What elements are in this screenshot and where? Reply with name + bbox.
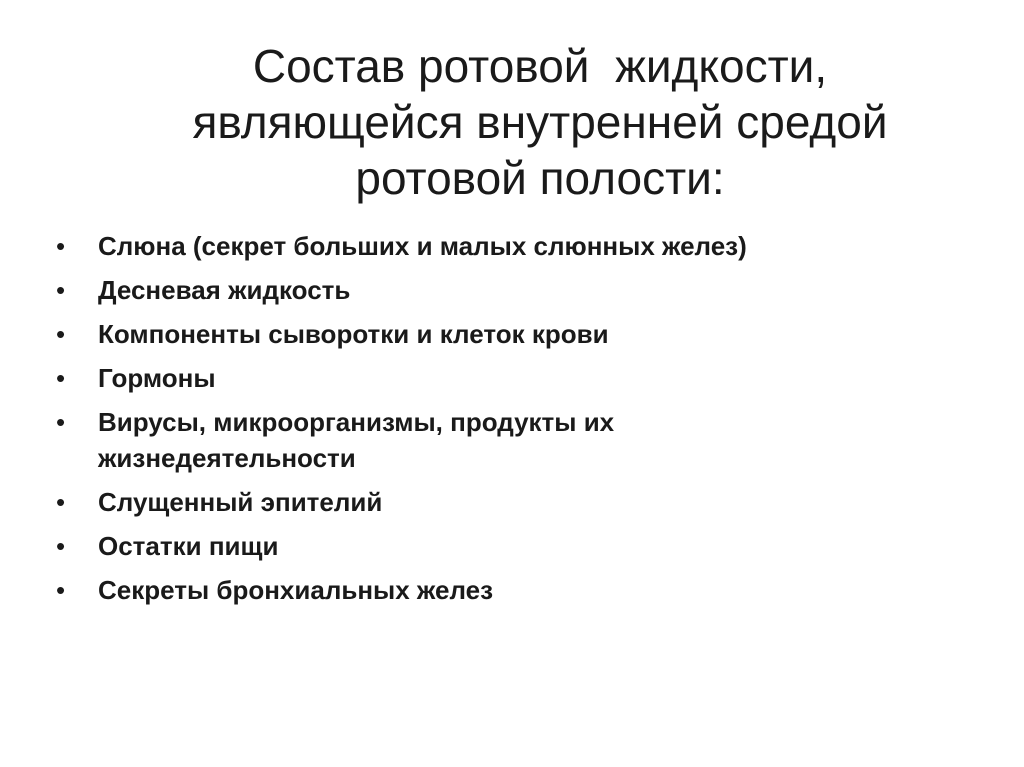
slide-title (110, 38, 970, 206)
bullet-icon: • (56, 275, 66, 305)
bullet-item (56, 572, 956, 608)
bullet-text: Вирусы, микроорганизмы, продукты их жизнедеятельности (98, 407, 615, 473)
bullet-icon: • (56, 319, 66, 349)
bullet-item (56, 360, 956, 396)
bullet-item (56, 228, 956, 264)
bullet-text: Секреты бронхиальных желез (98, 575, 494, 605)
bullet-text: Остатки пищи (98, 531, 279, 561)
slide-title-line: Состав ротовой жидкости, (252, 40, 828, 92)
bullet-text: Компоненты сыворотки и клеток крови (98, 319, 609, 349)
bullet-list (56, 228, 956, 616)
bullet-text: Гормоны (98, 363, 216, 393)
bullet-icon: • (56, 363, 66, 393)
bullet-icon: • (56, 231, 66, 261)
bullet-icon: • (56, 531, 66, 561)
bullet-icon: • (56, 407, 66, 437)
bullet-item (56, 404, 956, 476)
slide-title-line: ротовой полости: (355, 152, 725, 204)
bullet-text: Слущенный эпителий (98, 487, 383, 517)
bullet-text: Десневая жидкость (98, 275, 351, 305)
bullet-icon: • (56, 575, 66, 605)
bullet-item (56, 272, 956, 308)
bullet-text: Слюна (секрет больших и малых слюнных желез) (98, 231, 747, 261)
slide-title-line: являющейся внутренней средой (192, 96, 888, 148)
bullet-item (56, 484, 956, 520)
bullet-item (56, 316, 956, 352)
bullet-icon: • (56, 487, 66, 517)
bullet-item (56, 528, 956, 564)
